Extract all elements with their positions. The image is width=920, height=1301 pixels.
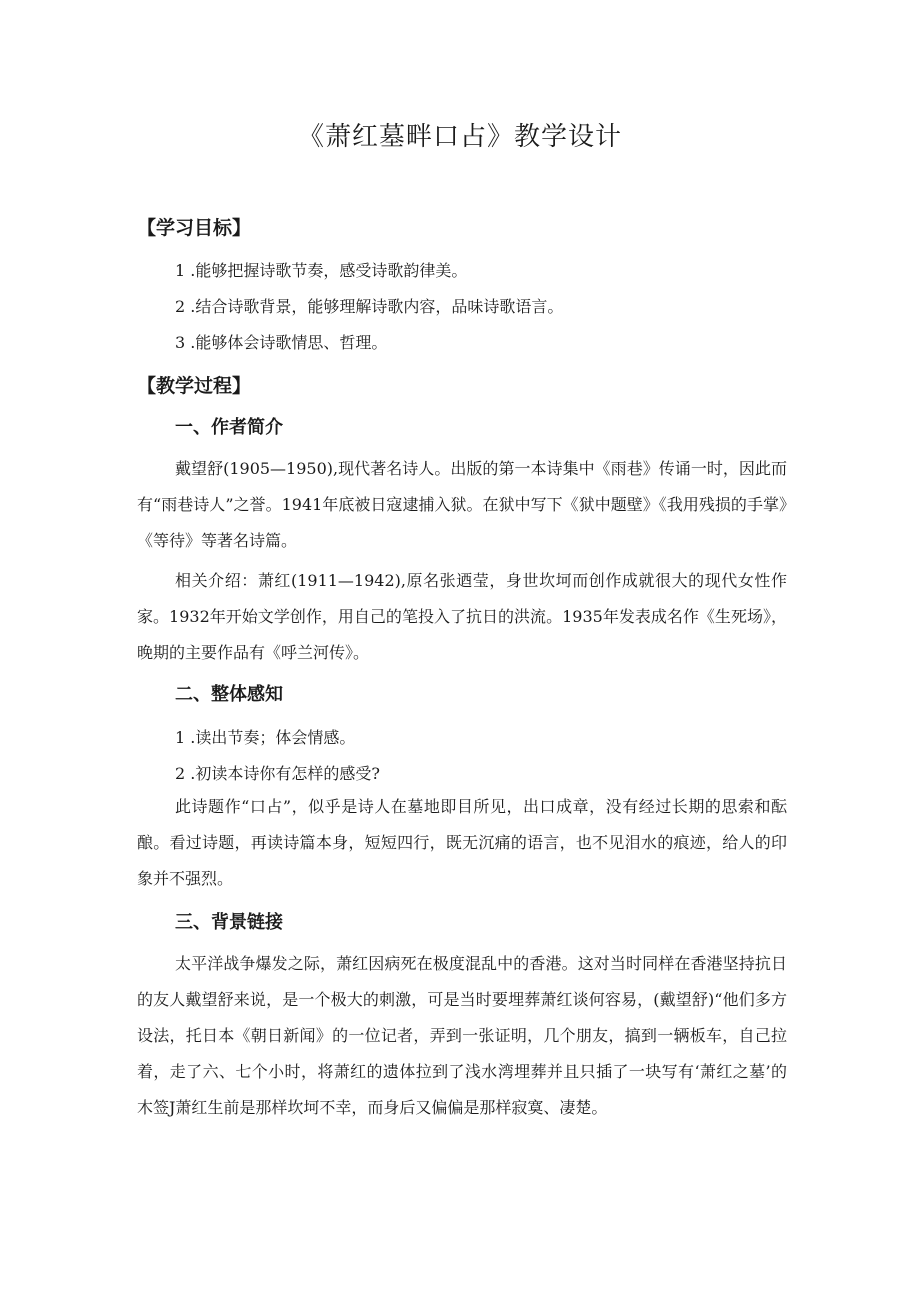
related-intro-paragraph: 相关介绍：萧红(1911—1942),原名张迺莹，身世坎坷而创作成就很大的现代女性作家。1932年开始文学创作，用自己的笔投入了抗日的洪流。1935年发表成名作《生死场》，晚期的主要作品有《呼兰河传》。 — [137, 571, 787, 662]
goal-item-3: 3 .能够体会诗歌情思、哲理。 — [175, 333, 388, 352]
document-title: 《萧红墓畔口占》教学设计 — [297, 122, 622, 152]
overall-item-2: 2 .初读本诗你有怎样的感受? — [175, 764, 380, 783]
goal-item-1: 1 .能够把握诗歌节奏，感受诗歌韵律美。 — [175, 261, 468, 280]
background-paragraph: 太平洋战争爆发之际，萧红因病死在极度混乱中的香港。这对当时同样在香港坚持抗日的友人戴望舒来说，是一个极大的刺激，可是当时要埋葬萧红谈何容易，(戴望舒)“他们多方设法，托日本《朝日新闻》的一位记者，弄到一张证明，几个朋友，搞到一辆板车，自己拉着，走了六、七个小时，将萧红的遗体拉到了浅水湾埋葬并且只插了一块写有‘萧红之墓’的木签J萧红生前是那样坎坷不幸，而身后又偏偏是那样寂寞、凄楚。 — [137, 954, 787, 1117]
section-overall-heading: 二、整体感知 — [175, 684, 283, 705]
learning-goals-heading: 【学习目标】 — [137, 217, 252, 239]
overall-item-1: 1 .读出节奏；体会情感。 — [175, 728, 356, 747]
section-author-heading: 一、作者简介 — [175, 417, 283, 438]
teaching-process-heading: 【教学过程】 — [137, 375, 252, 397]
overall-paragraph: 此诗题作“口占”，似乎是诗人在墓地即目所见，出口成章，没有经过长期的思索和酝酿。看过诗题，再读诗篇本身，短短四行，既无沉痛的语言，也不见泪水的痕迹，给人的印象并不强烈。 — [137, 797, 787, 888]
goal-item-2: 2 .结合诗歌背景，能够理解诗歌内容，品味诗歌语言。 — [175, 297, 564, 316]
section-background-heading: 三、背景链接 — [175, 912, 283, 933]
author-paragraph: 戴望舒(1905—1950),现代著名诗人。出版的第一本诗集中《雨巷》传诵一时，因此而有“雨巷诗人”之誉。1941年底被日寇逮捕入狱。在狱中写下《狱中题壁》《我用残损的手掌》《等待》等著名诗篇。 — [137, 459, 787, 550]
